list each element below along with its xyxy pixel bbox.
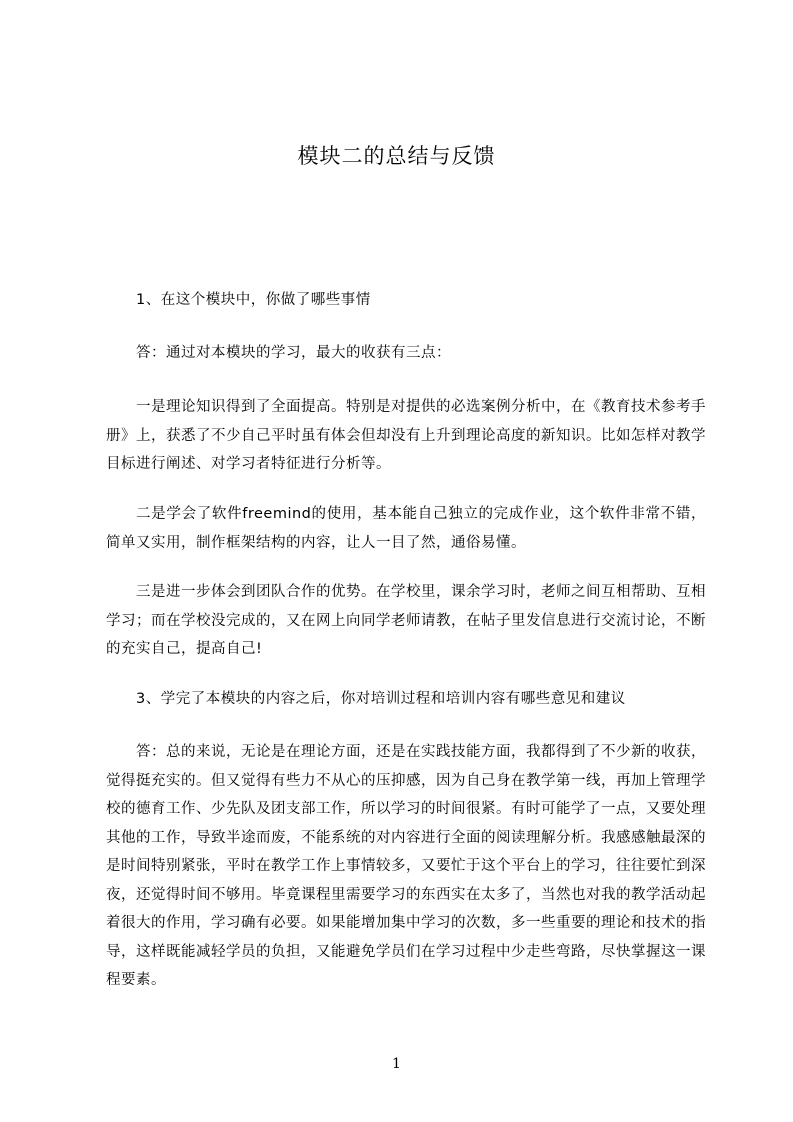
answer-3: 答：总的来说，无论是在理论方面，还是在实践技能方面，我都得到了不少新的收获，觉得挺充实的。但又觉得有些力不从心的压抑感，因为自己身在教学第一线，再加上管理学校的德育工作、少先队及团支部工作，所以学习的时间很紧。有时可能学了一点，又要处理其他的工作，导致半途而废，不能系统的对内容进行全面的阅读理解分析。我感感触最深的是时间特别紧张，平时在教学工作上事情较多，又要忙于这个平台上的学习，往往要忙到深夜，还觉得时间不够用。毕竟课程里需要学习的东西实在太多了，当然也对我的教学活动起着很大的作用，学习确有必要。如果能增加集中学习的次数，多一些重要的理论和技术的指导，这样既能减轻学员的负担，又能避免学员们在学习过程中少走些弯路，尽快掌握这一课程要素。 (106, 744, 706, 988)
page-title: 模块二的总结与反馈 (297, 144, 496, 168)
answer-point-2: 二是学会了软件freemind的使用，基本能自己独立的完成作业，这个软件非常不错，简单又实用，制作框架结构的内容，让人一目了然，通俗易懂。 (106, 506, 706, 551)
answer-1-intro: 答：通过对本模块的学习，最大的收获有三点： (136, 345, 451, 361)
answer-point-3: 三是进一步体会到团队合作的优势。在学校里，课余学习时，老师之间互相帮助、互相学习；而在学校没完成的，又在网上向同学老师请教，在帖子里发信息进行交流讨论，不断的充实自己，提高自己! (106, 584, 706, 657)
page-number: 1 (392, 1056, 401, 1072)
question-1: 1、在这个模块中，你做了哪些事情 (136, 292, 371, 308)
question-3: 3、学完了本模块的内容之后，你对培训过程和培训内容有哪些意见和建议 (136, 691, 626, 707)
answer-point-1: 一是理论知识得到了全面提高。特别是对提供的必选案例分析中，在《教育技术参考手册》上，获悉了不少自己平时虽有体会但却没有上升到理论高度的新知识。比如怎样对教学目标进行阐述、对学习者特征进行分析等。 (106, 399, 706, 472)
